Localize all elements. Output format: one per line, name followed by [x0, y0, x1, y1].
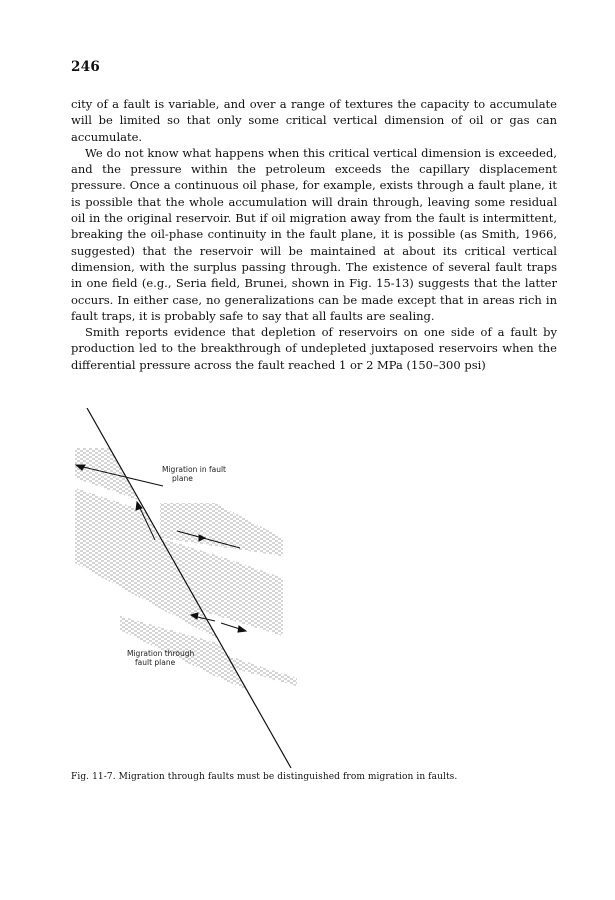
paragraph-critical-dimension: We do not know what happens when this critical vertical dimension is exceeded, and the pressure within the petroleum exceeds the capillary displacement pressure. Once a continuous oil phase, for example, exists through a fault plane, it is possible that the whole accumulation will drain through, leaving some residual oil in the original reservoir. But if oil migration away from the fault is intermittent, breaking the oil-phase continuity in the fault plane, it is possible (as Smith, 1966, suggested) that the reservoir will be maintained at about its critical vertical dimension, with the surplus passing through. The existence of several fault traps in one field (e.g., Seria field, Brunei, shown in Fig. 15-13) suggests that the latter occurs. In either case, no generalizations can be made except that in areas rich in fault traps, it is probably safe to say that all faults are sealing.	[71, 145, 557, 323]
label-migration-in-fault-2: plane	[172, 474, 193, 483]
figure-caption: Fig. 11-7. Migration through faults must be distinguished from migration in faults.	[71, 772, 458, 782]
page-number: 246	[71, 59, 101, 75]
label-migration-in-fault-1: Migration in fault	[162, 465, 226, 474]
figure-fault-migration	[65, 408, 315, 768]
paragraph-smith-reports: Smith reports evidence that depletion of reservoirs on one side of a fault by production led to the breakthrough of undepleted juxtaposed reservoirs when the differential pressure across the fault reached 1 or 2 MPa (150–300 psi)	[71, 325, 557, 372]
arrowhead-through-right	[238, 626, 246, 632]
label-migration-through-fault-1: Migration through	[127, 649, 195, 658]
body-text	[71, 96, 557, 373]
paragraph-continuation: city of a fault is variable, and over a range of textures the capacity to accumulate will be limited so that only some critical vertical dimension of oil or gas can accumulate.	[71, 97, 557, 144]
label-migration-through-fault-2: fault plane	[135, 658, 176, 667]
